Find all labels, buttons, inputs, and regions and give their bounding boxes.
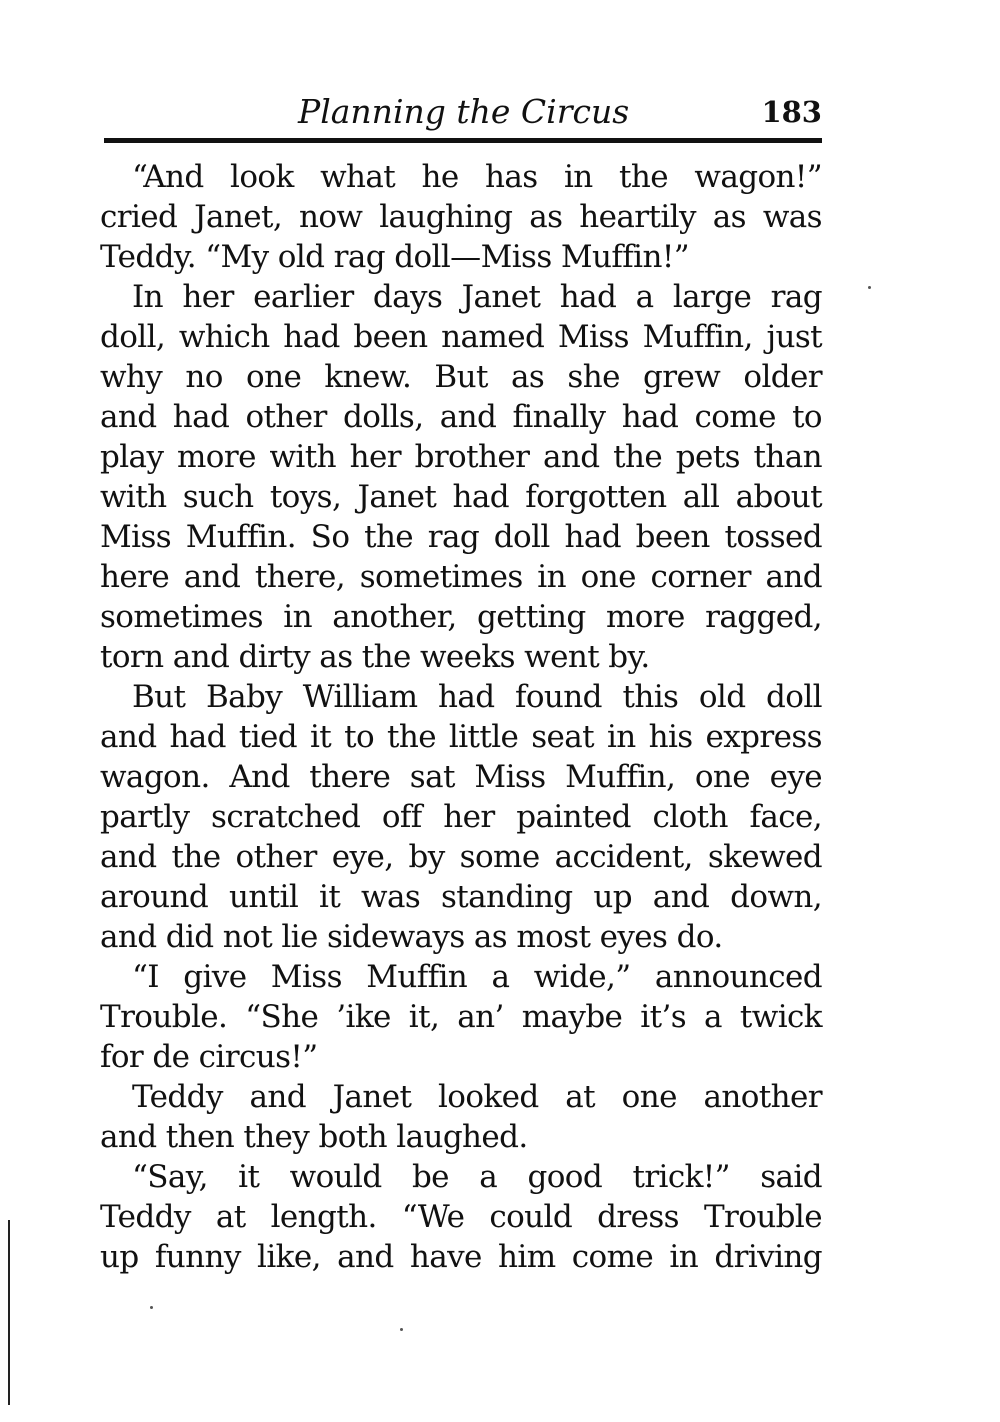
running-title: Planning the Circus xyxy=(298,92,630,131)
text-line: Teddy at length. “We could dress Trouble xyxy=(100,1199,822,1235)
text-line: and had tied it to the little seat in his express xyxy=(100,719,822,755)
text-line: and then they both laughed. xyxy=(100,1119,528,1155)
text-line: for de circus!” xyxy=(100,1039,318,1075)
scan-margin-line xyxy=(8,1220,10,1405)
text-line: cried Janet, now laughing as heartily as was xyxy=(100,199,822,235)
text-line: play more with her brother and the pets than xyxy=(100,439,822,475)
paragraph xyxy=(100,677,822,957)
page-number: 183 xyxy=(761,95,822,129)
text-line: here and there, sometimes in one corner and xyxy=(100,559,822,595)
scan-speck xyxy=(150,1306,153,1309)
header-rule xyxy=(104,138,822,143)
paragraph xyxy=(100,1157,822,1277)
text-line: partly scratched off her painted cloth face, xyxy=(100,799,822,835)
text-line: Miss Muffin. So the rag doll had been tossed xyxy=(100,519,822,555)
text-line: up funny like, and have him come in driving xyxy=(100,1239,822,1275)
text-line: Teddy and Janet looked at one another xyxy=(132,1079,822,1115)
text-line: doll, which had been named Miss Muffin, just xyxy=(100,319,822,355)
text-line: “I give Miss Muffin a wide,” announced xyxy=(132,959,822,995)
text-line: sometimes in another, getting more ragged, xyxy=(100,599,822,635)
text-line: and did not lie sideways as most eyes do. xyxy=(100,919,723,955)
paragraph xyxy=(100,957,822,1077)
body-text xyxy=(100,157,822,1277)
text-line: “And look what he has in the wagon!” xyxy=(132,159,822,195)
text-line: wagon. And there sat Miss Muffin, one eye xyxy=(100,759,822,795)
paragraph xyxy=(100,157,822,277)
text-line: But Baby William had found this old doll xyxy=(132,679,822,715)
text-line: why no one knew. But as she grew older xyxy=(100,359,822,395)
text-line: Trouble. “She ’ike it, an’ maybe it’s a twick xyxy=(100,999,822,1035)
text-line: and had other dolls, and finally had come to xyxy=(100,399,822,435)
text-line: with such toys, Janet had forgotten all about xyxy=(100,479,822,515)
text-line: around until it was standing up and down, xyxy=(100,879,822,915)
text-line: torn and dirty as the weeks went by. xyxy=(100,639,650,675)
paragraph xyxy=(100,1077,822,1157)
text-line: In her earlier days Janet had a large rag xyxy=(132,279,822,315)
text-line: and the other eye, by some accident, skewed xyxy=(100,839,822,875)
text-line: Teddy. “My old rag doll—Miss Muffin!” xyxy=(100,239,689,275)
scan-speck xyxy=(868,286,871,289)
text-line: “Say, it would be a good trick!” said xyxy=(132,1159,822,1195)
running-header xyxy=(100,92,822,132)
scan-speck xyxy=(400,1328,403,1331)
paragraph xyxy=(100,277,822,677)
